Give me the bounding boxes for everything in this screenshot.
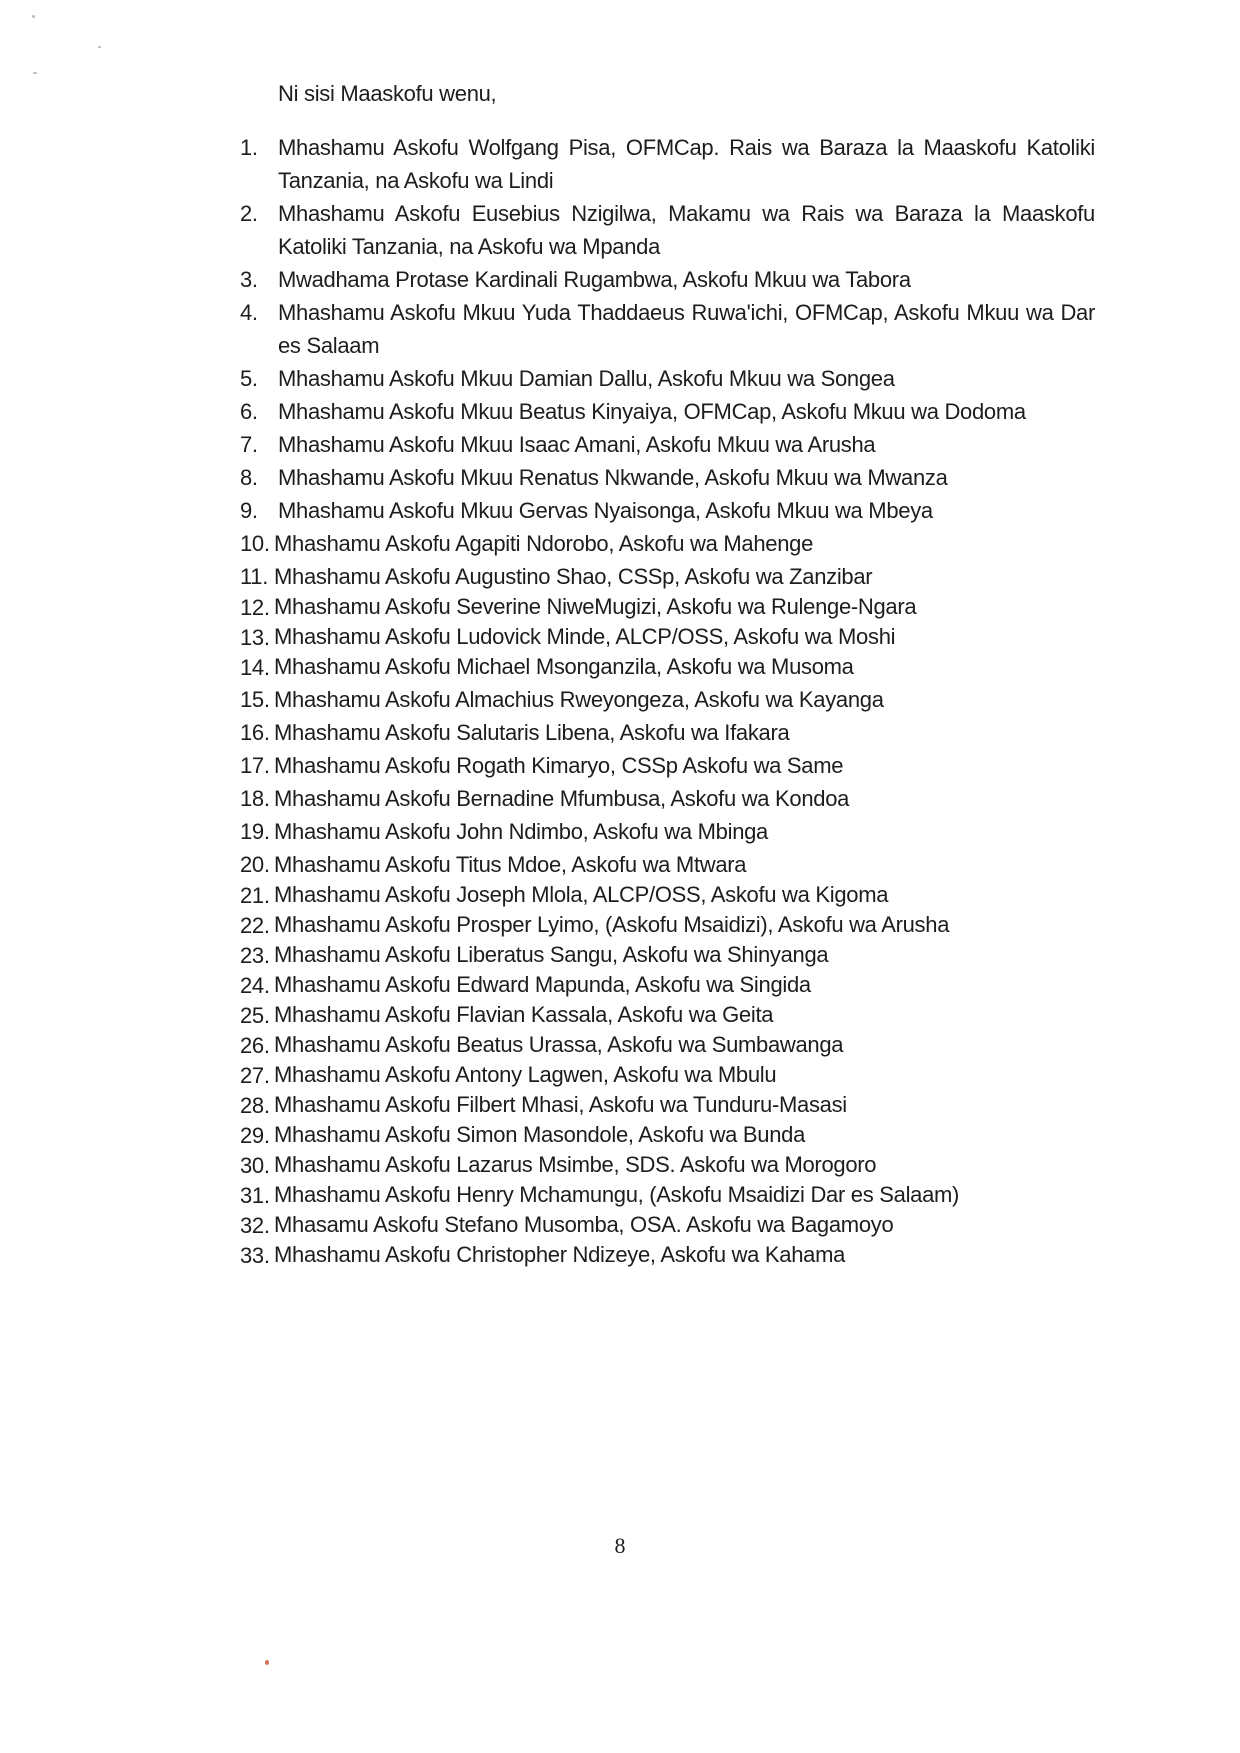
- item-number: 31.: [240, 1183, 270, 1208]
- list-item: [240, 527, 1095, 560]
- list-item: [240, 395, 1095, 428]
- list-item: [240, 815, 1095, 848]
- item-number: 30.: [240, 1153, 270, 1178]
- item-number: 9.: [240, 498, 258, 523]
- item-number: 32.: [240, 1213, 270, 1238]
- item-text: Mhashamu Askofu Michael Msonganzila, Askofu wa Musoma: [274, 654, 854, 679]
- list-item: [240, 263, 1095, 296]
- item-text: Mhashamu Askofu Prosper Lyimo, (Askofu Msaidizi), Askofu wa Arusha: [274, 912, 950, 937]
- item-text: Mhashamu Askofu Antony Lagwen, Askofu wa Mbulu: [274, 1062, 777, 1087]
- scan-speck: [265, 1660, 269, 1665]
- scan-speck: [33, 72, 37, 74]
- list-item: [240, 461, 1095, 494]
- signatory-list: [240, 131, 1095, 1271]
- list-item: [240, 362, 1095, 395]
- item-number: 20.: [240, 852, 270, 877]
- list-item: [240, 1211, 1095, 1241]
- list-item: [240, 683, 1095, 716]
- item-number: 5.: [240, 366, 258, 391]
- item-text: Mhashamu Askofu Severine NiweMugizi, Askofu wa Rulenge-Ngara: [274, 594, 917, 619]
- item-text: Mhashamu Askofu Liberatus Sangu, Askofu wa Shinyanga: [274, 942, 829, 967]
- item-number: 28.: [240, 1093, 270, 1118]
- item-number: 18.: [240, 786, 270, 811]
- scan-speck: [98, 46, 101, 48]
- item-text: Mhashamu Askofu Mkuu Renatus Nkwande, Askofu Mkuu wa Mwanza: [278, 465, 948, 490]
- item-text: Mhashamu Askofu Filbert Mhasi, Askofu wa Tunduru-Masasi: [274, 1092, 847, 1117]
- item-text: Mhashamu Askofu Salutaris Libena, Askofu wa Ifakara: [274, 720, 790, 745]
- item-number: 27.: [240, 1063, 270, 1088]
- item-text: Mhashamu Askofu Mkuu Isaac Amani, Askofu Mkuu wa Arusha: [278, 432, 876, 457]
- item-number: 12.: [240, 595, 270, 620]
- list-item: [240, 623, 1095, 653]
- item-text: Mhashamu Askofu Rogath Kimaryo, CSSp Askofu wa Same: [274, 753, 844, 778]
- item-text: Mhashamu Askofu Simon Masondole, Askofu wa Bunda: [274, 1122, 806, 1147]
- list-item: [240, 749, 1095, 782]
- scan-speck: [32, 15, 35, 18]
- list-item: [240, 593, 1095, 623]
- list-item: [240, 1031, 1095, 1061]
- list-item: [240, 1061, 1095, 1091]
- item-number: 11.: [240, 564, 269, 589]
- item-number: 6.: [240, 399, 258, 424]
- item-text: Mhashamu Askofu Christopher Ndizeye, Askofu wa Kahama: [274, 1242, 846, 1267]
- item-text: Mhashamu Askofu John Ndimbo, Askofu wa Mbinga: [274, 819, 768, 844]
- item-number: 33.: [240, 1243, 270, 1268]
- list-item: [240, 131, 1095, 197]
- item-text: Mhashamu Askofu Bernadine Mfumbusa, Askofu wa Kondoa: [274, 786, 850, 811]
- list-item: [240, 560, 1095, 593]
- list-item: [240, 1151, 1095, 1181]
- item-text: Mhashamu Askofu Wolfgang Pisa, OFMCap. Rais wa Baraza la Maaskofu Katoliki Tanzania, na Askofu wa Lindi: [278, 135, 1095, 193]
- item-number: 24.: [240, 973, 270, 998]
- list-item: [240, 848, 1095, 881]
- item-text: Mhashamu Askofu Almachius Rweyongeza, Askofu wa Kayanga: [274, 687, 884, 712]
- item-text: Mwadhama Protase Kardinali Rugambwa, Askofu Mkuu wa Tabora: [278, 267, 911, 292]
- item-number: 23.: [240, 943, 270, 968]
- item-number: 16.: [240, 720, 270, 745]
- item-text: Mhasamu Askofu Stefano Musomba, OSA. Askofu wa Bagamoyo: [274, 1212, 894, 1237]
- item-text: Mhashamu Askofu Mkuu Yuda Thaddaeus Ruwa'ichi, OFMCap, Askofu Mkuu wa Dar es Salaam: [278, 300, 1095, 358]
- item-number: 8.: [240, 465, 258, 490]
- item-text: Mhashamu Askofu Mkuu Beatus Kinyaiya, OFMCap, Askofu Mkuu wa Dodoma: [278, 399, 1026, 424]
- list-item: [240, 1121, 1095, 1151]
- item-number: 19.: [240, 819, 270, 844]
- item-text: Mhashamu Askofu Augustino Shao, CSSp, Askofu wa Zanzibar: [274, 564, 873, 589]
- list-item: [240, 911, 1095, 941]
- list-item: [240, 1181, 1095, 1211]
- item-number: 13.: [240, 625, 270, 650]
- item-text: Mhashamu Askofu Mkuu Damian Dallu, Askofu Mkuu wa Songea: [278, 366, 895, 391]
- list-item: [240, 782, 1095, 815]
- greeting: Ni sisi Maaskofu wenu,: [278, 81, 497, 106]
- item-text: Mhashamu Askofu Joseph Mlola, ALCP/OSS, Askofu wa Kigoma: [274, 882, 889, 907]
- item-number: 26.: [240, 1033, 270, 1058]
- item-number: 29.: [240, 1123, 270, 1148]
- item-number: 3.: [240, 267, 258, 292]
- item-number: 17.: [240, 753, 270, 778]
- item-text: Mhashamu Askofu Ludovick Minde, ALCP/OSS, Askofu wa Moshi: [274, 624, 896, 649]
- list-item: [240, 494, 1095, 527]
- item-text: Mhashamu Askofu Edward Mapunda, Askofu wa Singida: [274, 972, 811, 997]
- item-text: Mhashamu Askofu Titus Mdoe, Askofu wa Mtwara: [274, 852, 747, 877]
- item-text: Mhashamu Askofu Eusebius Nzigilwa, Makamu wa Rais wa Baraza la Maaskofu Katoliki Tanzania, na Askofu wa Mpanda: [278, 201, 1095, 259]
- item-number: 15.: [240, 687, 270, 712]
- list-item: [240, 881, 1095, 911]
- item-number: 25.: [240, 1003, 270, 1028]
- item-number: 14.: [240, 655, 270, 680]
- list-item: [240, 941, 1095, 971]
- list-item: [240, 1001, 1095, 1031]
- item-text: Mhashamu Askofu Beatus Urassa, Askofu wa Sumbawanga: [274, 1032, 844, 1057]
- list-item: [240, 971, 1095, 1001]
- item-number: 21.: [240, 883, 270, 908]
- item-number: 10.: [240, 531, 270, 556]
- item-number: 4.: [240, 300, 258, 325]
- list-item: [240, 197, 1095, 263]
- list-item: [240, 296, 1095, 362]
- item-text: Mhashamu Askofu Henry Mchamungu, (Askofu Msaidizi Dar es Salaam): [274, 1182, 960, 1207]
- list-item: [240, 653, 1095, 683]
- list-item: [240, 428, 1095, 461]
- list-item: [240, 716, 1095, 749]
- item-number: 2.: [240, 201, 258, 226]
- item-text: Mhashamu Askofu Agapiti Ndorobo, Askofu wa Mahenge: [274, 531, 814, 556]
- item-text: Mhashamu Askofu Mkuu Gervas Nyaisonga, Askofu Mkuu wa Mbeya: [278, 498, 933, 523]
- list-item: [240, 1091, 1095, 1121]
- item-text: Mhashamu Askofu Flavian Kassala, Askofu wa Geita: [274, 1002, 774, 1027]
- page-number: 8: [614, 1533, 626, 1558]
- item-number: 22.: [240, 913, 270, 938]
- item-number: 1.: [240, 135, 258, 160]
- item-text: Mhashamu Askofu Lazarus Msimbe, SDS. Askofu wa Morogoro: [274, 1152, 877, 1177]
- item-number: 7.: [240, 432, 258, 457]
- list-item: [240, 1241, 1095, 1271]
